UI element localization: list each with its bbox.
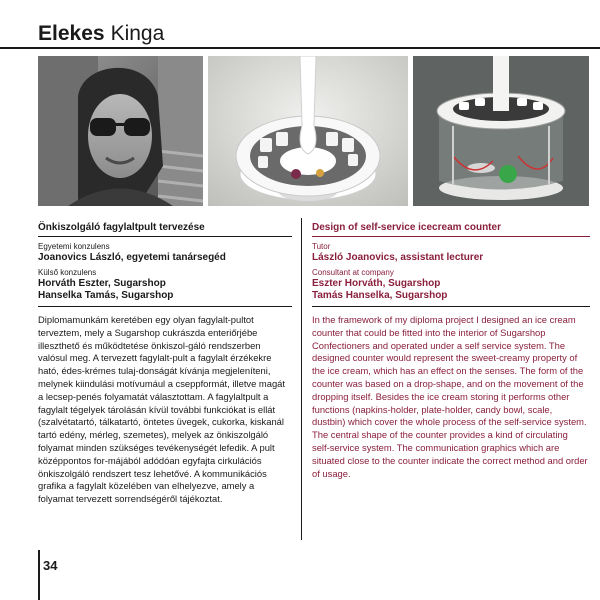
en-title-rule bbox=[312, 236, 590, 237]
author-first-name: Elekes bbox=[38, 22, 105, 45]
counter-side-view-render bbox=[413, 56, 589, 206]
en-consultant-1: Eszter Horváth, Sugarshop bbox=[312, 278, 441, 289]
hu-tutor-label: Egyetemi konzulens bbox=[38, 242, 110, 251]
portrait-photo bbox=[38, 56, 203, 206]
en-tutor-name: László Joanovics, assistant lecturer bbox=[312, 252, 484, 263]
en-title: Design of self-service icecream counter bbox=[312, 222, 501, 233]
en-tutor-label: Tutor bbox=[312, 242, 331, 251]
hu-title: Önkiszolgáló fagylaltpult tervezése bbox=[38, 222, 205, 233]
author-last-name: Kinga bbox=[110, 22, 165, 45]
hu-consultant-label: Külső konzulens bbox=[38, 268, 97, 277]
header-rule bbox=[0, 47, 600, 49]
hu-tutor-name: Joanovics László, egyetemi tanársegéd bbox=[38, 252, 226, 263]
en-info-rule bbox=[312, 306, 590, 307]
hu-title-rule bbox=[38, 236, 292, 237]
en-consultant-label: Consultant at company bbox=[312, 268, 394, 277]
hu-consultant-2: Hanselka Tamás, Sugarshop bbox=[38, 290, 174, 301]
page-number-bar bbox=[38, 550, 40, 600]
hu-info-rule bbox=[38, 306, 292, 307]
en-consultant-2: Tamás Hanselka, Sugarshop bbox=[312, 290, 448, 301]
page-title bbox=[38, 22, 164, 46]
hu-body-text: Diplomamunkám keretében egy olyan fagylalt-pultot terveztem, mely a Sugarshop cukrászda enteriőrjébe illeszthető és működtetése önkiszol-gáló rendszerben valósul meg. A tervezett fagylalt-pult a fagylalt érzékekre ható, édes-krémes tulaj-donságát kívánja megjeleníteni, melynek kiindulási motívumául a cseppformát, illetve magát a lecsep-penés folyamatát választottam. A fagylaltpult a fagylalt tégelyek tárolásán kívül további funkciókat is ellát (szalvétatartó, tálkatartó, öntetes üvegek, cukorka, kiskanál tartó edény, mérleg, szemetes), melyek az önkiszolgáló folyamat minden szükséges tevékenységét lefedik. A pult középpontos for-májából adódóan egyfajta cirkulációs önkiszolgáló rendszert tesz lehetővé. A kommunikációs grafika a fagylalt közelében van elhelyezve, amely a folyamat tervezett sorrendségéről tájékoztat. bbox=[38, 314, 285, 505]
page-number: 34 bbox=[43, 558, 58, 573]
column-divider bbox=[301, 218, 302, 540]
en-body-text: In the framework of my diploma project I designed an ice cream counter that could be fitted into the interior of Sugarshop Confectioners and operated under a self service system. The designed counter would represent the sweet-creamy property of the ice cream, which has an effect on the senses. The form of the counter was based on a drop-shape, and on the movement of the dropping itself. Besides the ice cream storing it performs other functions (napkins-holder, plate-holder, candy bowl, scale, dustbin) which cover the whole process of the self-service system. The central shape of the counter provides a kind of circulating self-service system. The communication graphics which are situated close to the counter indicate the correct method and order of usage. bbox=[312, 314, 588, 479]
hu-consultant-1: Horváth Eszter, Sugarshop bbox=[38, 278, 166, 289]
counter-top-view-render bbox=[208, 56, 408, 206]
